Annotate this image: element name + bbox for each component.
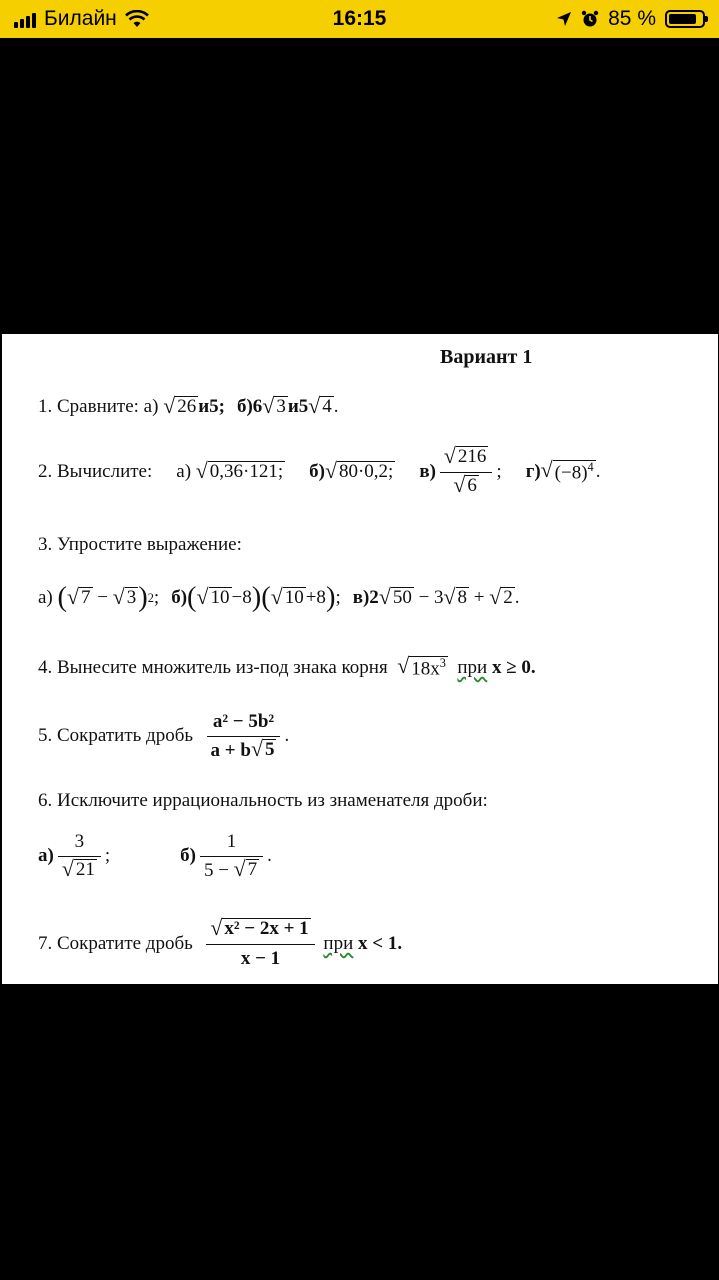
task-5-denominator-radicand: 5: [264, 738, 275, 760]
task-3-a-exponent: 2: [147, 590, 154, 605]
battery-icon: [665, 10, 705, 28]
task-3-label: 3. Упростите выражение:: [38, 534, 242, 555]
task-6-b-denominator-radicand: 7: [247, 858, 258, 880]
task-2-label: 2. Вычислите:: [38, 461, 153, 483]
task-6-a-numerator: 3: [74, 831, 85, 852]
battery-fill: [669, 14, 696, 24]
status-bar: [0, 0, 719, 38]
task-3-a-radicand2: 3: [126, 587, 137, 609]
task-5-numerator: a² − 5b²: [212, 711, 275, 732]
task-3-a-sqrt1: √ 7: [67, 585, 91, 610]
task-3-b-sqrt2: √ 10: [270, 585, 304, 610]
task-4-cond-word: при: [457, 657, 488, 679]
task-2-a-label: а): [176, 461, 192, 483]
task-2-c-end: ;: [496, 461, 502, 483]
task-6-a-fraction: 3 √ 21: [58, 830, 101, 883]
task-2-b-radicand: 80·0,2;: [338, 461, 394, 483]
task-3-b-sqrt1: √ 10: [196, 585, 230, 610]
task-1-b-sqrt1: √ 3: [262, 394, 286, 419]
task-3: [38, 534, 242, 556]
alarm-icon: [581, 10, 599, 28]
task-1-b-sqrt2: √ 4: [308, 394, 332, 419]
task-7-numerator-radicand: x² − 2x + 1: [224, 918, 309, 939]
task-3-expressions: а) ( √ 7 − √ 3 ) 2 ; б) ( √ 10 −8 )( √ 10 +8 ) ; в)2 √ 50 − 3 √ 8 + √ 2 .: [38, 582, 520, 613]
task-1: [38, 396, 339, 418]
task-3-a-end: ;: [153, 587, 160, 609]
task-3-c-sqrt3: √ 2: [489, 585, 513, 610]
task-3-c-sqrt2: √ 8: [443, 585, 468, 610]
clock: 16:15: [332, 7, 387, 30]
task-3-b-minus8: −8: [231, 587, 252, 609]
task-2-b-sqrt: √ 80·0,2;: [324, 459, 394, 484]
task-6-a-end: ;: [104, 845, 111, 867]
task-3-b-radicand2: 10: [284, 587, 304, 609]
task-3-c-label: в)2: [352, 587, 379, 609]
task-6-a-denominator-radicand: 21: [75, 858, 95, 880]
task-4: [38, 656, 536, 680]
task-1-a-sqrt: √ 26: [163, 394, 197, 419]
task-6: [38, 790, 488, 812]
task-2-d-radicand: (−8): [554, 462, 588, 484]
task-2-d-label: г): [525, 461, 541, 483]
task-2-c-denominator: 6: [467, 474, 477, 496]
task-3-c-radicand1: 50: [392, 587, 412, 609]
task-4-exponent: 3: [439, 656, 446, 670]
task-6-expressions: [38, 830, 272, 883]
task-3-b-label: б): [171, 587, 188, 609]
task-1-b-end: .: [333, 396, 339, 417]
task-5-label: 5. Сократить дробь: [38, 725, 194, 747]
task-3-b-end: ;: [335, 587, 341, 609]
task-4-sqrt: √ $18x^3$: [397, 654, 446, 680]
task-5-fraction: a² − 5b² a + b √ 5: [207, 710, 281, 763]
task-2-d-sqrt: √ $(-8)^4$: [540, 458, 594, 484]
task-2-c-numerator: 216: [457, 446, 487, 467]
location-arrow-icon: [556, 11, 572, 27]
task-2-d-end: .: [595, 461, 601, 483]
task-1-label: 1. Сравните: а): [38, 396, 159, 417]
task-3-c-end: .: [514, 587, 520, 609]
task-4-radicand: 18x: [411, 658, 440, 680]
task-7-fraction: √ x² − 2x + 1 x − 1: [206, 918, 314, 971]
task-1-b-label: б)6: [236, 396, 263, 417]
task-1-a-tail: и5;: [198, 396, 225, 417]
task-6-a-label: а): [38, 845, 54, 867]
task-6-b-denominator-pre: 5 −: [203, 859, 229, 881]
status-right: [556, 7, 705, 31]
task-1-b-radicand2: 4: [322, 396, 332, 418]
task-3-a-label: а): [38, 587, 53, 609]
task-4-condition: x ≥ 0.: [491, 657, 536, 679]
task-3-c-plus: +: [473, 587, 485, 609]
task-3-c-sqrt1: √ 50: [378, 585, 412, 610]
task-1-b-mid: и5: [287, 396, 309, 417]
task-3-a-radicand1: 7: [81, 587, 91, 609]
task-3-b-radicand1: 10: [210, 587, 230, 609]
task-6-b-numerator: 1: [226, 831, 237, 852]
document-image: [2, 334, 718, 984]
task-4-label: 4. Вынесите множитель из-под знака корня: [38, 657, 388, 679]
task-2-a-sqrt: √ 0,36·121;: [195, 459, 284, 484]
battery-percent: 85 %: [608, 7, 656, 30]
task-5-end: .: [284, 725, 290, 747]
task-3-a-sqrt2: √ 3: [112, 585, 137, 610]
document-title: Вариант 1: [440, 346, 533, 368]
task-2-a-radicand: 0,36·121;: [209, 461, 284, 483]
task-6-label: 6. Исключите иррациональность из знаменателя дроби:: [38, 790, 488, 811]
task-3-c-mid: − 3: [418, 587, 444, 609]
task-7-denominator: x − 1: [240, 947, 281, 969]
task-2-b-label: б): [309, 461, 325, 483]
task-7-label: 7. Сократите дробь: [38, 933, 193, 955]
task-7: [38, 918, 402, 971]
task-2-c-fraction: √ 216 √ 6: [440, 446, 493, 499]
task-7-cond-word: при: [323, 933, 354, 955]
task-1-a-radicand: 26: [177, 396, 197, 418]
task-3-b-plus8: +8: [305, 587, 326, 609]
task-3-c-radicand3: 2: [503, 587, 513, 609]
task-2-c-label: в): [419, 461, 436, 483]
task-1-b-radicand1: 3: [276, 396, 286, 418]
task-5: [38, 710, 289, 763]
task-2: [38, 446, 600, 499]
task-6-b-fraction: 1 5 − √ 7: [200, 830, 263, 883]
task-6-b-label: б): [180, 845, 196, 867]
task-3-a-minus: −: [97, 587, 108, 609]
carrier-name: Билайн: [44, 7, 117, 30]
task-6-b-end: .: [267, 845, 272, 867]
task-5-denominator-pre: a + b: [210, 739, 251, 761]
task-7-condition: x < 1.: [358, 933, 403, 955]
task-3-c-radicand2: 8: [457, 587, 468, 609]
task-2-d-exponent: 4: [587, 460, 594, 475]
